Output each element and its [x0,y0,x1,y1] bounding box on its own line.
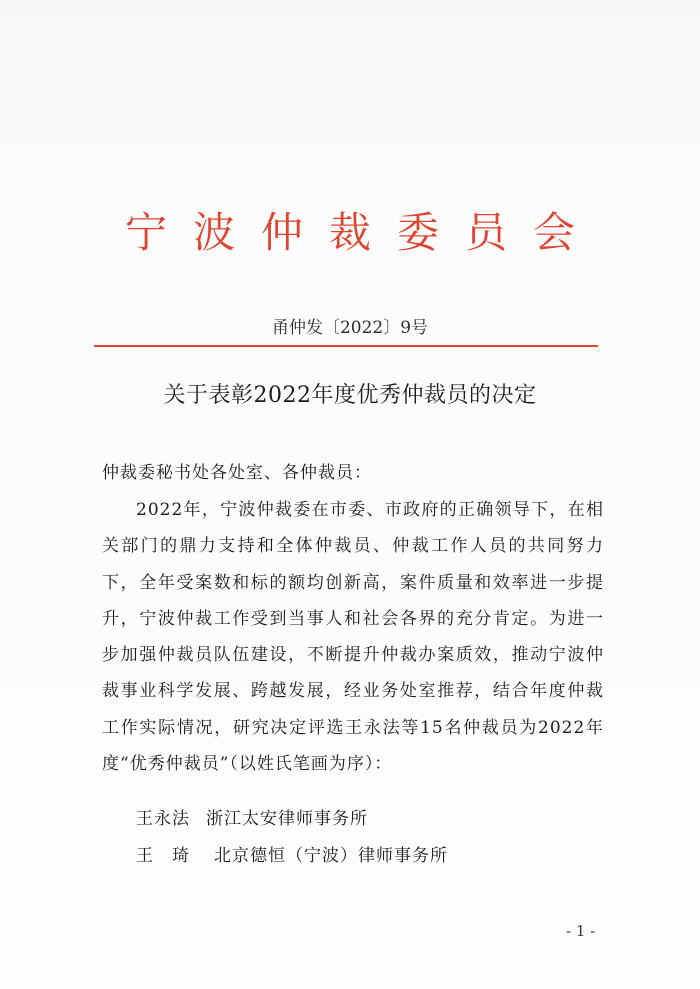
letterhead-title: 宁波仲裁委员会 [124,208,601,257]
list-item [136,838,448,875]
arbitrator-organization: 浙江太安律师事务所 [206,809,368,829]
red-divider-rule [94,345,598,347]
document-number: 甬仲发〔2022〕9号 [271,318,429,338]
body-paragraph: 2022年，宁波仲裁委在市委、市政府的正确领导下，在相关部门的鼎力支持和全体仲裁员、仲裁工作人员的共同努力下，全年受案数和标的额均创新高，案件质量和效率进一步提升，宁波仲裁工作受到当事人和社会各界的充分肯定。为进一步加强仲裁员队伍建设，不断提升仲裁办案质效，推动宁波仲裁事业科学发展、跨越发展，经业务处室推荐，结合年度仲裁工作实际情况，研究决定评选王永法等15名仲裁员为2022年度“优秀仲裁员”（以姓氏笔画为序）： [102,500,604,775]
arbitrator-name: 王永法 [136,809,190,829]
arbitrator-list [136,801,448,875]
arbitrator-organization: 北京德恒（宁波）律师事务所 [214,846,448,866]
salutation: 仲裁委秘书处各处室、各仲裁员： [102,463,372,483]
arbitrator-name: 王琦 [136,846,208,866]
list-item [136,801,448,838]
page-number: - 1 - [566,922,596,940]
document-title: 关于表彰2022年度优秀仲裁员的决定 [163,383,537,408]
